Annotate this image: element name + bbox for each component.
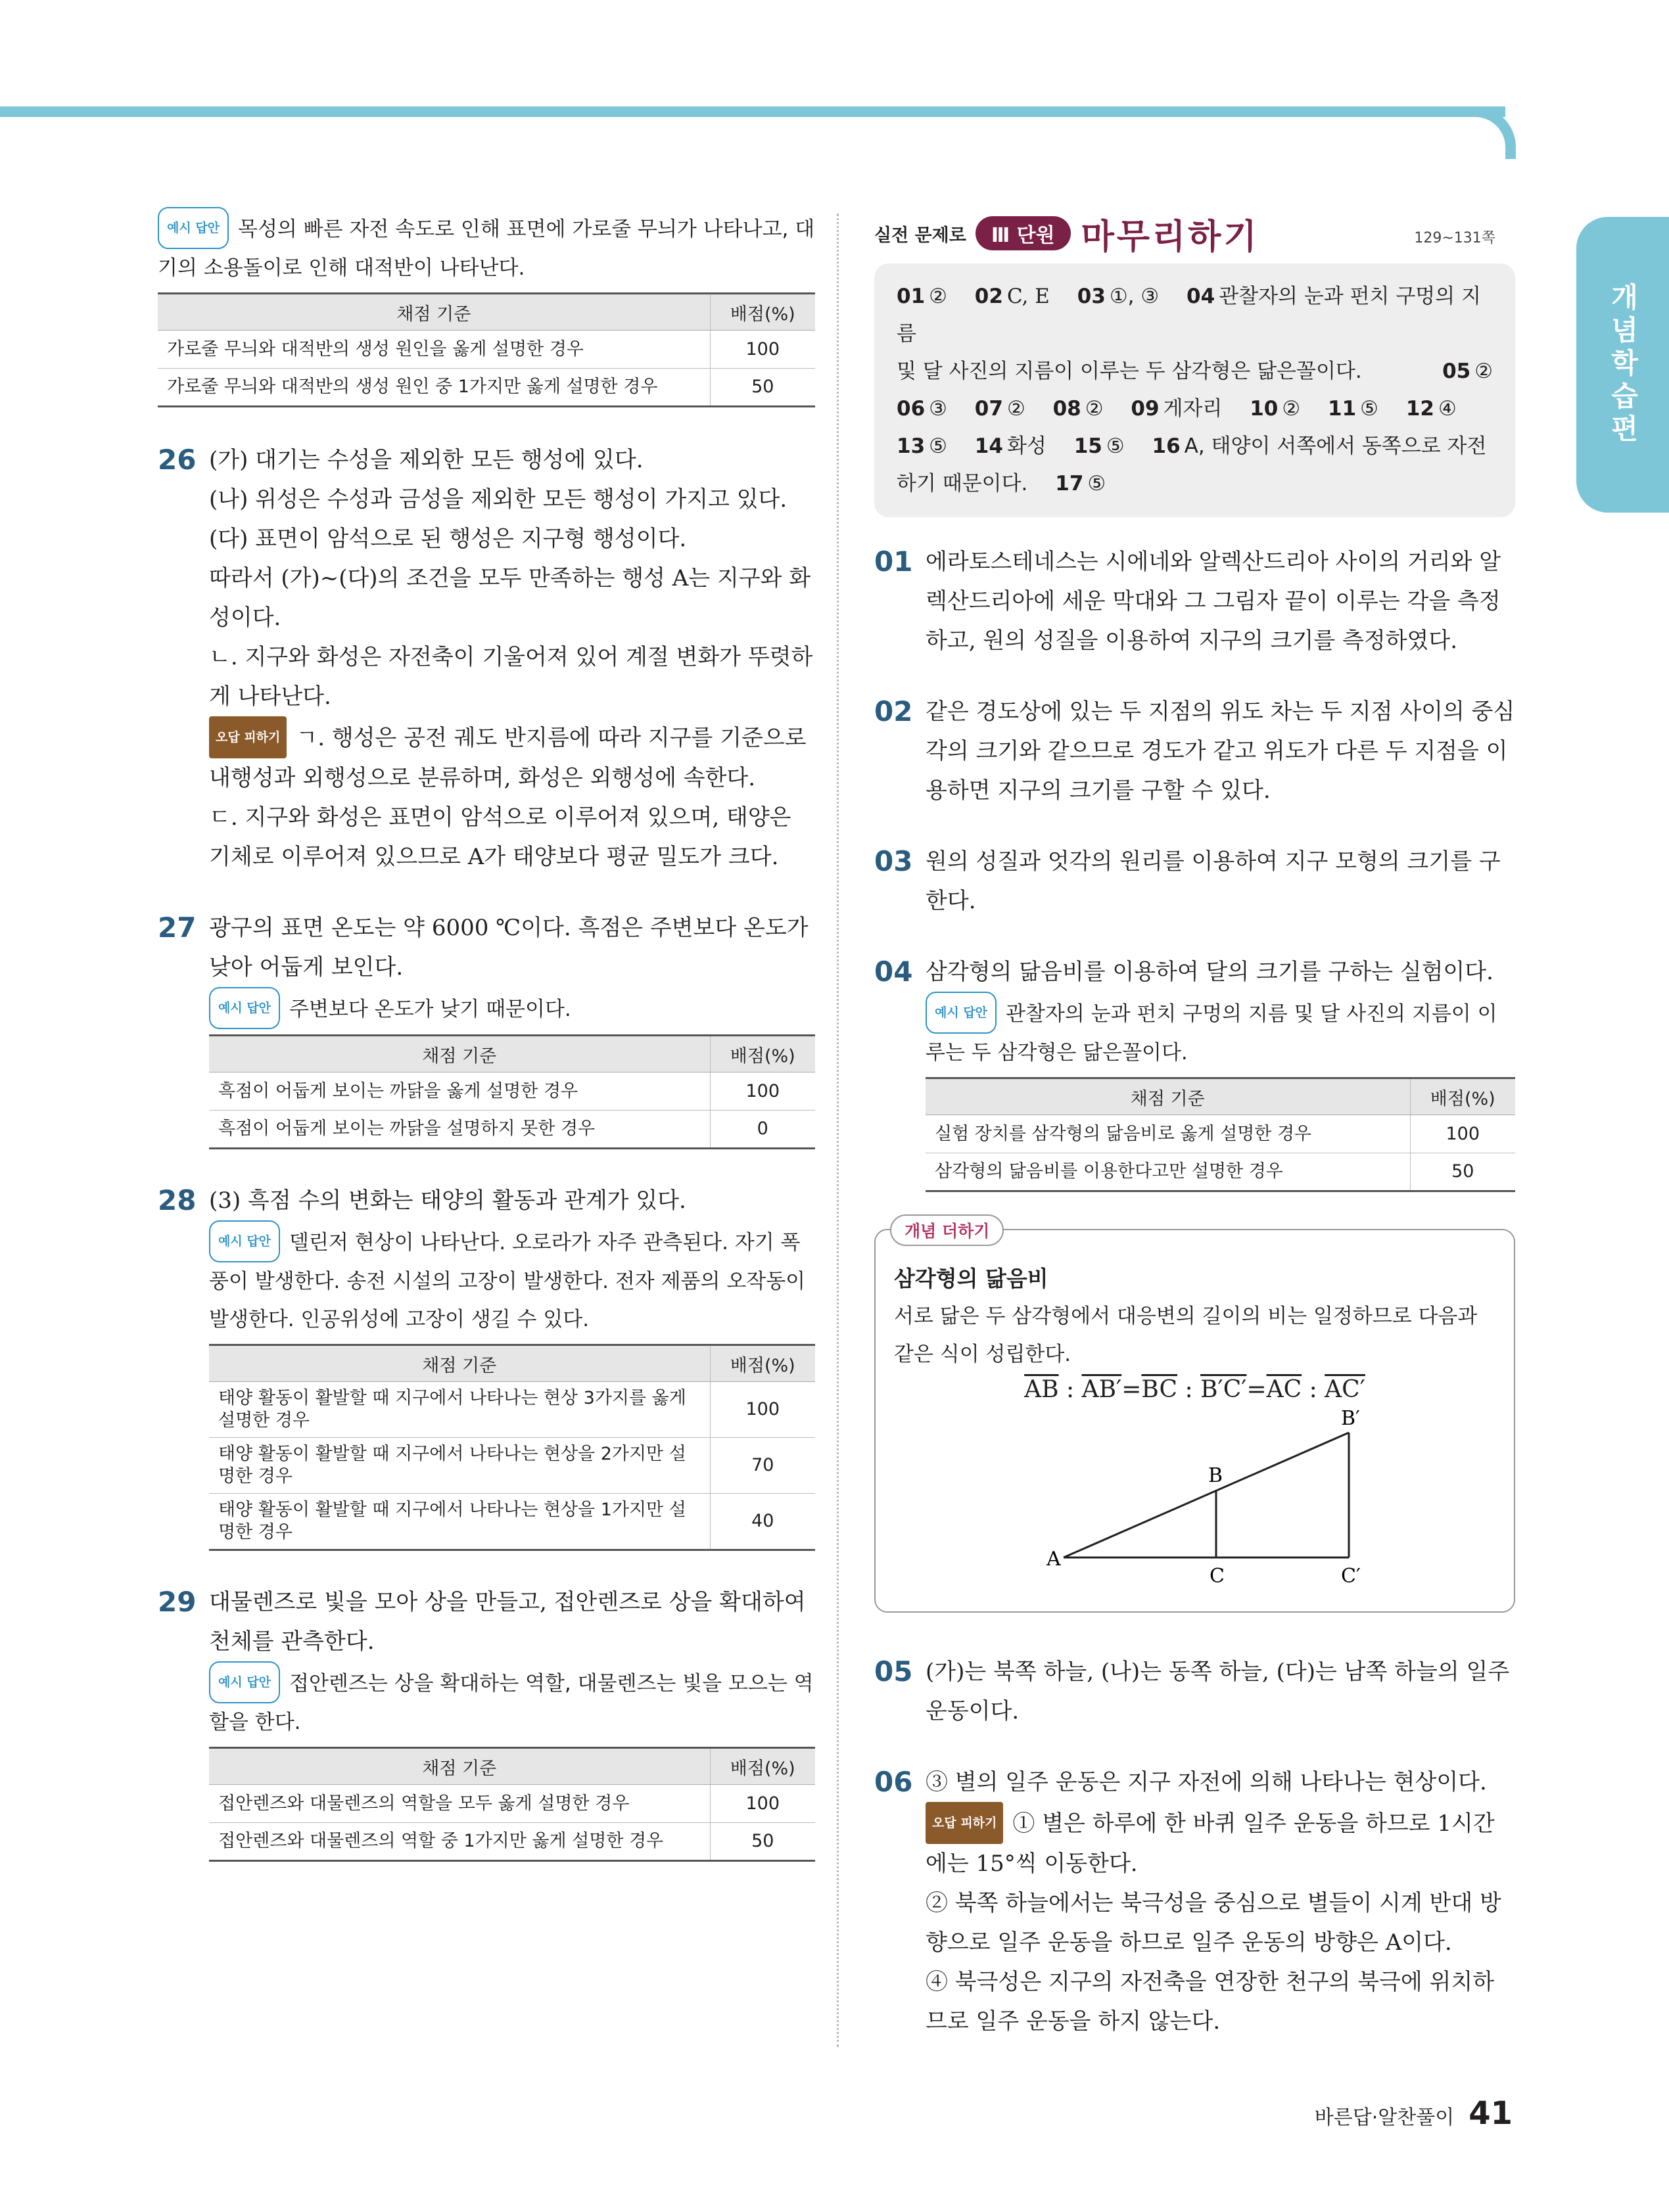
problem-text: (가)는 북쪽 하늘, (나)는 동쪽 하늘, (다)는 남쪽 하늘의 일주 운동이다. xyxy=(926,1659,1510,1724)
label-cp: C′ xyxy=(1341,1565,1361,1588)
points-header: 배점(%) xyxy=(710,294,815,331)
problem-26 xyxy=(158,440,815,877)
similarity-formula: $\overline{AB}$ : $AB'=\overline{BC}$ : $B'C'=\overline{AC}$ : AC′ xyxy=(1024,1376,1365,1403)
criteria-header: 채점 기준 xyxy=(209,1345,710,1382)
answer-row xyxy=(897,465,1493,503)
answer-key-box xyxy=(874,264,1515,517)
problem-number: 26 xyxy=(158,444,197,476)
points-cell: 100 xyxy=(710,1382,815,1438)
answer-num: 05 xyxy=(1442,359,1471,383)
problem-line: 따라서 (가)~(다)의 조건을 모두 만족하는 행성 A는 지구와 화성이다. xyxy=(209,565,811,631)
answer-val: ⑤ xyxy=(1360,397,1378,421)
concept-title: 삼각형의 닮음비 xyxy=(894,1266,1048,1291)
points-cell: 0 xyxy=(710,1111,815,1149)
page-footer xyxy=(1315,2095,1513,2132)
answer-val: ③ xyxy=(929,397,947,421)
criteria-cell: 태양 활동이 활발할 때 지구에서 나타나는 현상을 2가지만 설명한 경우 xyxy=(209,1438,710,1494)
table-row xyxy=(209,1111,815,1149)
problem-number: 06 xyxy=(874,1766,913,1798)
avoid-tag: 오답 피하기 xyxy=(209,716,287,758)
table-row xyxy=(209,1823,815,1861)
scoring-table xyxy=(158,292,815,407)
problem-line: ㄴ. 지구와 화성은 자전축이 기울어져 있어 계절 변화가 뚜렷하게 나타난다. xyxy=(209,644,813,710)
answer-num: 12 xyxy=(1405,397,1434,421)
points-cell: 100 xyxy=(710,331,815,369)
table-row xyxy=(209,1494,815,1550)
problem-number: 03 xyxy=(874,845,913,877)
top-decorative-bar xyxy=(0,106,1505,117)
points-cell: 100 xyxy=(1410,1115,1515,1153)
label-c: C xyxy=(1210,1565,1225,1588)
answer-num: 14 xyxy=(974,434,1003,458)
problem-28 xyxy=(158,1181,815,1551)
answer-tag: 예시 답안 xyxy=(158,207,229,249)
problem-number: 27 xyxy=(158,911,197,944)
points-header: 배점(%) xyxy=(710,1036,815,1072)
points-cell: 40 xyxy=(710,1494,815,1550)
footer-label: 바른답·알찬풀이 xyxy=(1314,2106,1455,2129)
scoring-table xyxy=(926,1077,1515,1192)
answer-num: 02 xyxy=(974,285,1003,308)
problem-line: ㄷ. 지구와 화성은 표면이 암석으로 이루어져 있으며, 태양은 기체로 이루어져 있으므로 A가 태양보다 평균 밀도가 크다. xyxy=(209,804,791,870)
chapter-title: 마무리하기 xyxy=(1081,217,1259,257)
page-range: 129~131쪽 xyxy=(1414,230,1495,246)
scoring-table xyxy=(209,1344,815,1551)
table-row xyxy=(926,1115,1515,1153)
answer-val: ② xyxy=(1006,397,1025,421)
criteria-cell: 가로줄 무늬와 대적반의 생성 원인 중 1가지만 옳게 설명한 경우 xyxy=(158,369,710,407)
answer-num: 04 xyxy=(1187,285,1215,308)
intro-text: 목성의 빠른 자전 속도로 인해 표면에 가로줄 무늬가 나타나고, 대기의 소용돌이로 인해 대적반이 나타난다. xyxy=(158,218,815,280)
points-header: 배점(%) xyxy=(710,1748,815,1785)
criteria-cell: 흑점이 어둡게 보이는 까닭을 옳게 설명한 경우 xyxy=(209,1072,710,1111)
answer-num: 09 xyxy=(1131,397,1160,421)
avoid-text: ① 별은 하루에 한 바퀴 일주 운동을 하므로 1시간에는 15°씩 이동한다. xyxy=(926,1810,1495,1877)
problem-text: 광구의 표면 온도는 약 6000 ℃이다. 흑점은 주변보다 온도가 낮아 어둡게 보인다. xyxy=(209,915,809,980)
answer-val: ② xyxy=(1474,359,1493,383)
triangle-diagram xyxy=(894,1406,1495,1597)
intro-answer xyxy=(158,207,815,287)
answer-val: ⑤ xyxy=(1087,472,1106,495)
answer-val: ④ xyxy=(1438,397,1457,421)
unit-badge: Ⅲ 단원 xyxy=(976,216,1071,250)
page-number: 41 xyxy=(1469,2095,1513,2132)
label-bp: B′ xyxy=(1341,1407,1360,1430)
answer-text: 주변보다 온도가 낮기 때문이다. xyxy=(289,998,571,1021)
problem-number: 04 xyxy=(874,956,913,988)
problem-text: 에라토스테네스는 시에네와 알렉산드리아 사이의 거리와 알렉산드리아에 세운 막대와 그 그림자 끝이 이루는 각을 측정하고, 원의 성질을 이용하여 지구의 크기를 측정하였다. xyxy=(926,549,1501,654)
intro-block xyxy=(158,207,815,407)
criteria-header: 채점 기준 xyxy=(926,1078,1410,1115)
points-cell: 50 xyxy=(710,369,815,407)
answer-val: A, 태양이 서쪽에서 동쪽으로 자전 xyxy=(1184,434,1487,458)
answer-num: 13 xyxy=(897,434,926,458)
side-tab-label: 개념학습편 xyxy=(1607,283,1639,447)
points-header: 배점(%) xyxy=(710,1345,815,1382)
answer-val: ② xyxy=(1085,397,1104,421)
avoid-line xyxy=(209,716,815,798)
answer-tag: 예시 답안 xyxy=(926,992,997,1034)
problem-text: 대물렌즈로 빛을 모아 상을 만들고, 접안렌즈로 상을 확대하여 천체를 관측한다. xyxy=(209,1589,806,1655)
answer-num: 01 xyxy=(897,285,926,308)
answer-continuation: 및 달 사진의 지름이 이루는 두 삼각형은 닮은꼴이다. xyxy=(897,359,1362,383)
problem-05 xyxy=(874,1652,1515,1731)
answer-tag: 예시 답안 xyxy=(209,1220,280,1262)
problem-06 xyxy=(874,1763,1515,2041)
answer-num: 03 xyxy=(1077,285,1106,308)
problem-answer xyxy=(209,1220,815,1339)
answer-val: 게자리 xyxy=(1163,397,1223,421)
answer-val: 관찰자의 눈과 펀치 구멍의 지름 xyxy=(897,285,1481,346)
avoid-tag: 오답 피하기 xyxy=(926,1802,1003,1844)
problem-text: ③ 별의 일주 운동은 지구 자전에 의해 나타나는 현상이다. xyxy=(926,1769,1487,1795)
problem-answer xyxy=(209,987,815,1029)
segment-ab: $\overline{AB}$ xyxy=(1024,1376,1059,1403)
right-column xyxy=(874,207,1515,2073)
criteria-cell: 삼각형의 닮음비를 이용한다고만 설명한 경우 xyxy=(926,1153,1410,1191)
criteria-header: 채점 기준 xyxy=(209,1036,710,1072)
answer-val: ①, ③ xyxy=(1109,285,1160,308)
problem-line: ④ 북극성은 지구의 자전축을 연장한 천구의 북극에 위치하므로 일주 운동을 하지 않는다. xyxy=(926,1969,1495,2035)
avoid-text: ㄱ. 행성은 공전 궤도 반지름에 따라 지구를 기준으로 내행성과 외행성으로 분류하며, 화성은 외행성에 속한다. xyxy=(209,725,807,791)
answer-row xyxy=(897,278,1493,353)
criteria-cell: 실험 장치를 삼각형의 닮음비로 옳게 설명한 경우 xyxy=(926,1115,1410,1153)
answer-val: ② xyxy=(929,285,947,308)
table-row xyxy=(209,1382,815,1438)
problem-03 xyxy=(874,842,1515,921)
problem-answer xyxy=(209,1661,815,1741)
segment-bc: $\overline{BC}$ xyxy=(1141,1376,1178,1403)
segment-bcp: B′C′ xyxy=(1200,1376,1247,1403)
answer-num: 07 xyxy=(974,397,1003,421)
table-row xyxy=(158,369,815,407)
problem-04 xyxy=(874,952,1515,1192)
segment-ac: $\overline{AC}$ xyxy=(1266,1376,1302,1403)
problem-answer xyxy=(926,992,1515,1072)
side-tab[interactable] xyxy=(1576,217,1669,513)
answer-num: 17 xyxy=(1055,472,1084,495)
criteria-cell: 태양 활동이 활발할 때 지구에서 나타나는 현상을 1가지만 설명한 경우 xyxy=(209,1494,710,1550)
left-column xyxy=(158,207,815,1893)
table-row xyxy=(209,1438,815,1494)
points-cell: 70 xyxy=(710,1438,815,1494)
problem-line: ② 북쪽 하늘에서는 북극성을 중심으로 별들이 시계 반대 방향으로 일주 운동을 하므로 일주 운동의 방향은 A이다. xyxy=(926,1890,1501,1956)
concept-box xyxy=(874,1222,1515,1613)
problem-text: 같은 경도상에 있는 두 지점의 위도 차는 두 지점 사이의 중심각의 크기와 같으므로 경도가 같고 위도가 다른 두 지점을 이용하면 지구의 크기를 구할 수 있다. xyxy=(926,699,1515,804)
segment-acp: AC′ xyxy=(1325,1376,1365,1403)
answer-row xyxy=(897,390,1493,428)
concept-tag: 개념 더하기 xyxy=(890,1214,1004,1246)
answer-num: 16 xyxy=(1152,434,1181,458)
problem-02 xyxy=(874,692,1515,810)
column-divider xyxy=(837,214,839,2047)
criteria-cell: 접안렌즈와 대물렌즈의 역할 중 1가지만 옳게 설명한 경우 xyxy=(209,1823,710,1861)
answer-tag: 예시 답안 xyxy=(209,987,280,1029)
answer-num: 10 xyxy=(1250,397,1279,421)
problem-text: (3) 흑점 수의 변화는 태양의 활동과 관계가 있다. xyxy=(209,1187,686,1214)
scoring-table xyxy=(209,1747,815,1862)
answer-text: 접안렌즈는 상을 확대하는 역할, 대물렌즈는 빛을 모으는 역할을 한다. xyxy=(209,1672,814,1734)
segment-abp: AB′ xyxy=(1081,1376,1122,1403)
answer-tag: 예시 답안 xyxy=(209,1661,280,1703)
criteria-header: 채점 기준 xyxy=(158,294,710,331)
label-a: A xyxy=(1046,1548,1061,1571)
points-cell: 100 xyxy=(710,1072,815,1111)
problem-line: (다) 표면이 암석으로 된 행성은 지구형 행성이다. xyxy=(209,526,687,552)
problem-number: 29 xyxy=(158,1586,197,1618)
problem-text: 원의 성질과 엇각의 원리를 이용하여 지구 모형의 크기를 구한다. xyxy=(926,848,1501,914)
problem-number: 28 xyxy=(158,1184,197,1216)
answer-val: 화성 xyxy=(1006,434,1046,458)
label-b: B xyxy=(1208,1464,1223,1487)
answer-val: ② xyxy=(1282,397,1301,421)
answer-num: 08 xyxy=(1052,397,1081,421)
problem-number: 02 xyxy=(874,695,913,727)
answer-val: C, E xyxy=(1006,285,1050,308)
answer-num: 06 xyxy=(897,397,926,421)
problem-line: (가) 대기는 수성을 제외한 모든 행성에 있다. xyxy=(209,447,644,473)
answer-row xyxy=(897,353,1493,390)
answer-text: 델린저 현상이 나타난다. 오로라가 자주 관측된다. 자기 폭풍이 발생한다. 송전 시설의 고장이 발생한다. 전자 제품의 오작동이 발생한다. 인공위성에 고장이 생길 수 있다. xyxy=(209,1231,806,1331)
chapter-header xyxy=(874,207,1515,260)
criteria-header: 채점 기준 xyxy=(209,1748,710,1785)
concept-text: 서로 닮은 두 삼각형에서 대응변의 길이의 비는 일정하므로 다음과 같은 식이 성립한다. xyxy=(894,1304,1478,1366)
criteria-cell: 접안렌즈와 대물렌즈의 역할을 모두 옳게 설명한 경우 xyxy=(209,1785,710,1823)
table-row xyxy=(926,1153,1515,1191)
answer-continuation: 하기 때문이다. xyxy=(897,472,1028,495)
problem-number: 01 xyxy=(874,545,913,578)
table-row xyxy=(158,331,815,369)
answer-text: 관찰자의 눈과 펀치 구멍의 지름 및 달 사진의 지름이 이루는 두 삼각형은 닮은꼴이다. xyxy=(926,1002,1497,1065)
problem-01 xyxy=(874,542,1515,660)
points-cell: 50 xyxy=(1410,1153,1515,1191)
problem-27 xyxy=(158,908,815,1149)
top-bar-curve xyxy=(1471,106,1516,159)
points-cell: 100 xyxy=(710,1785,815,1823)
criteria-cell: 흑점이 어둡게 보이는 까닭을 설명하지 못한 경우 xyxy=(209,1111,710,1149)
criteria-cell: 태양 활동이 활발할 때 지구에서 나타나는 현상 3가지를 옳게 설명한 경우 xyxy=(209,1382,710,1438)
points-cell: 50 xyxy=(710,1823,815,1861)
avoid-line xyxy=(926,1802,1515,1883)
table-row xyxy=(209,1785,815,1823)
scoring-table xyxy=(209,1034,815,1149)
answer-val: ⑤ xyxy=(1106,434,1125,458)
hypotenuse-line xyxy=(1064,1433,1349,1557)
answer-num: 11 xyxy=(1328,397,1357,421)
points-header: 배점(%) xyxy=(1410,1078,1515,1115)
answer-num: 15 xyxy=(1073,434,1102,458)
criteria-cell: 가로줄 무늬와 대적반의 생성 원인을 옳게 설명한 경우 xyxy=(158,331,710,369)
problem-line: (나) 위성은 수성과 금성을 제외한 모든 행성이 가지고 있다. xyxy=(209,486,787,513)
table-row xyxy=(209,1072,815,1111)
answer-val: ⑤ xyxy=(929,434,947,458)
problem-29 xyxy=(158,1582,815,1862)
problem-text: 삼각형의 닮음비를 이용하여 달의 크기를 구하는 실험이다. xyxy=(926,959,1493,985)
header-prefix: 실전 문제로 xyxy=(874,225,966,246)
answer-row xyxy=(897,428,1493,465)
problem-number: 05 xyxy=(874,1655,913,1688)
